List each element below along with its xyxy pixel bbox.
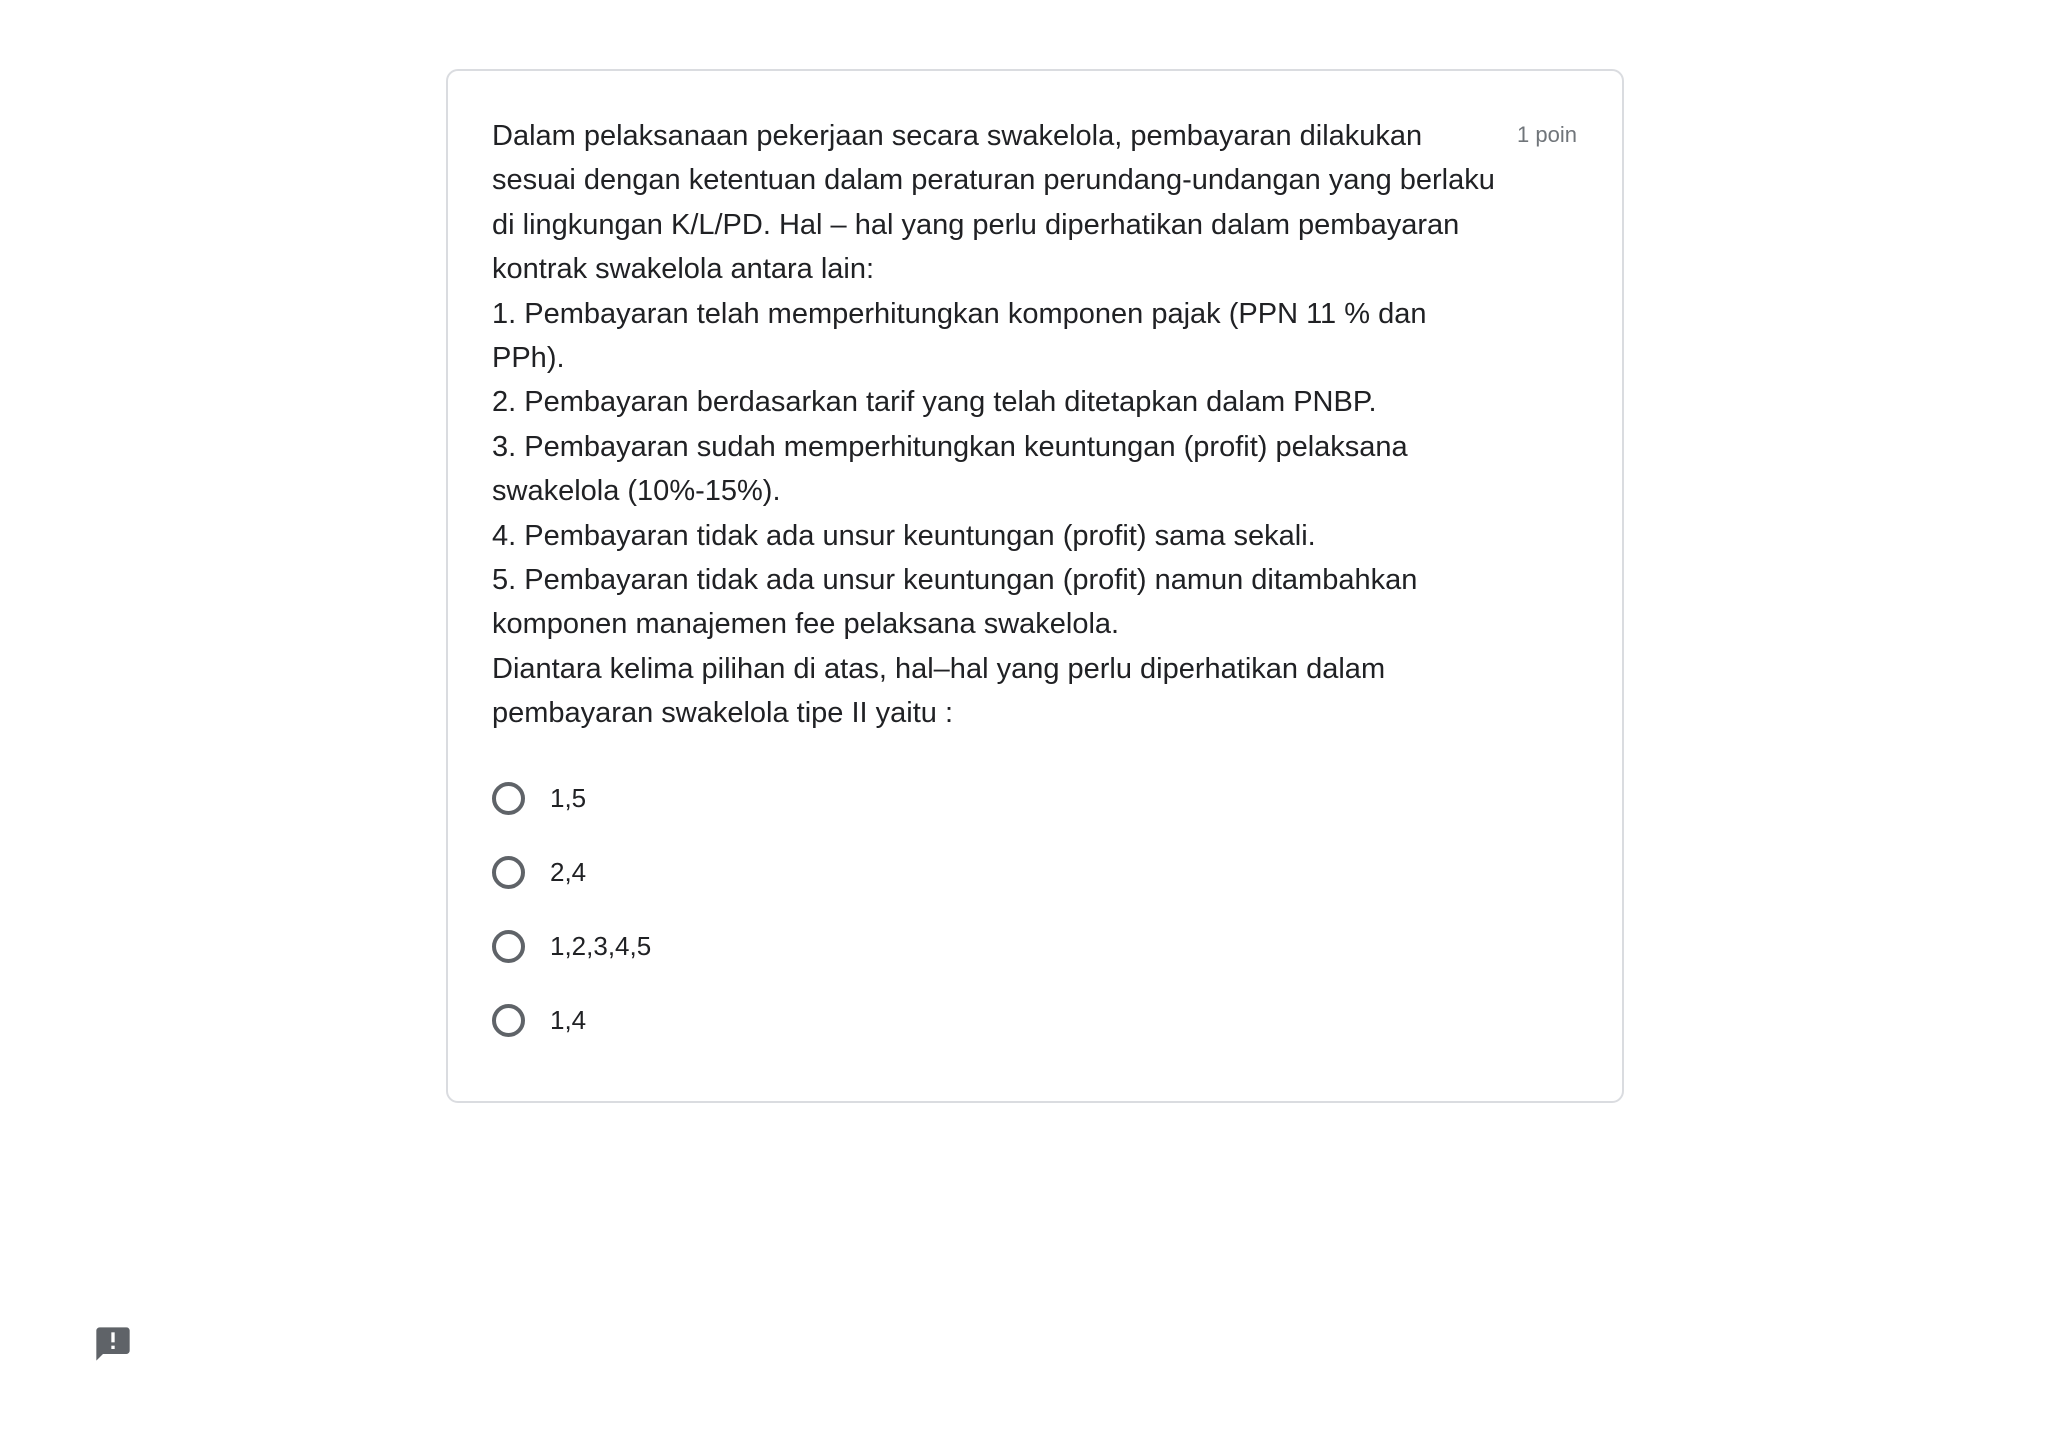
question-line: kontrak swakelola antara lain: [492, 253, 875, 286]
radio-unchecked-icon[interactable] [492, 930, 525, 963]
question-line: Dalam pelaksanaan pekerjaan secara swakelola, pembayaran dilakukan [492, 120, 1423, 152]
radio-unchecked-icon[interactable] [492, 1004, 525, 1037]
question-line: PPh). [492, 342, 565, 375]
question-line: 2. Pembayaran berdasarkan tarif yang telah ditetapkan dalam PNBP. [492, 386, 1377, 419]
question-line: pembayaran swakelola tipe II yaitu : [492, 697, 954, 730]
option-label: 1,2,3,4,5 [550, 930, 652, 961]
question-line: swakelola (10%-15%). [492, 475, 781, 508]
answer-option-2-4[interactable] [492, 835, 1292, 909]
question-line: di lingkungan K/L/PD. Hal – hal yang perlu diperhatikan dalam pembayaran [492, 208, 1460, 241]
option-label: 2,4 [550, 856, 587, 887]
question-line: 1. Pembayaran telah memperhitungkan komponen pajak (PPN 11 % dan [492, 297, 1427, 330]
points-label: 1 poin [1517, 122, 1577, 147]
option-label: 1,5 [550, 782, 587, 813]
question-line: 5. Pembayaran tidak ada unsur keuntungan (profit) namun ditambahkan [492, 564, 1418, 597]
option-label: 1,4 [550, 1004, 587, 1035]
question-text [492, 114, 1517, 736]
report-feedback-icon[interactable] [93, 1324, 133, 1364]
question-line: 3. Pembayaran sudah memperhitungkan keuntungan (profit) pelaksana [492, 430, 1408, 463]
question-line: sesuai dengan ketentuan dalam peraturan perundang-undangan yang berlaku [492, 164, 1495, 197]
answer-options [492, 761, 1292, 1057]
question-line: Diantara kelima pilihan di atas, hal–hal yang perlu diperhatikan dalam [492, 652, 1386, 685]
answer-option-1-4[interactable] [492, 983, 1292, 1057]
answer-option-1-5[interactable] [492, 761, 1292, 835]
question-card [446, 69, 1624, 1103]
radio-unchecked-icon[interactable] [492, 782, 525, 815]
radio-unchecked-icon[interactable] [492, 856, 525, 889]
question-line: 4. Pembayaran tidak ada unsur keuntungan (profit) sama sekali. [492, 519, 1316, 552]
question-line: komponen manajemen fee pelaksana swakelola. [492, 608, 1120, 641]
answer-option-1-2-3-4-5[interactable] [492, 909, 1292, 983]
